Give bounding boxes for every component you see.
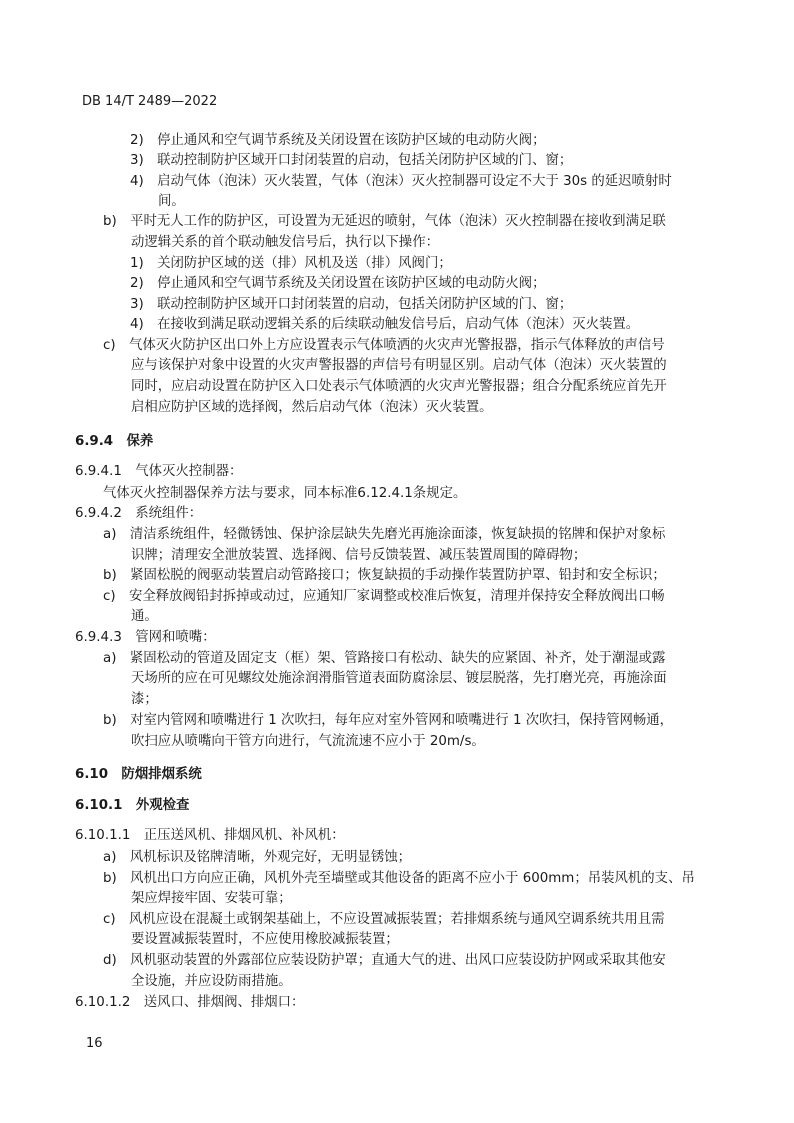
list-item: 1) 关闭防护区域的送（排）风机及送（排）风阀门； bbox=[130, 256, 452, 271]
list-item-cont: 全设施，并应设防雨措施。 bbox=[131, 974, 292, 989]
list-item-cont: 要设置减振装置时，不应使用橡胶减振装置； bbox=[131, 932, 399, 947]
list-item: a) 风机标识及铭牌清晰，外观完好，无明显锈蚀； bbox=[103, 850, 412, 865]
list-item-cont: 天场所的应在可见螺纹处施涂润滑脂管道表面防腐涂层、镀层脱落，先打磨光亮，再施涂面 bbox=[131, 671, 667, 686]
list-item: 3) 联动控制防护区域开口封闭装置的启动，包括关闭防护区域的门、窗； bbox=[130, 153, 573, 168]
subsection-heading: 6.9.4.1 气体灭火控制器： bbox=[75, 464, 243, 479]
list-item: 4) 启动气体（泡沫）灭火装置，气体（泡沫）灭火控制器可设定不大于 30s 的延迟喷射时 bbox=[130, 174, 672, 189]
section-heading: 6.9.4 保养 bbox=[75, 434, 154, 449]
doc-header: DB 14/T 2489—2022 bbox=[82, 94, 218, 109]
list-item: b) 风机出口方向应正确，风机外壳至墙壁或其他设备的距离不应小于 600mm；吊装风机的支、吊 bbox=[103, 871, 695, 886]
list-item: 2) 停止通风和空气调节系统及关闭设置在该防护区域的电动防火阀； bbox=[130, 133, 546, 148]
list-item: 3) 联动控制防护区域开口封闭装置的启动，包括关闭防护区域的门、窗； bbox=[130, 297, 573, 312]
list-item: a) 紧固松动的管道及固定支（框）架、管路接口有松动、缺失的应紧固、补齐，处于潮湿或露 bbox=[103, 651, 666, 666]
section-heading: 6.10 防烟排烟系统 bbox=[75, 767, 202, 782]
list-item-cont: 动逻辑关系的首个联动触发信号后，执行以下操作： bbox=[131, 235, 439, 250]
list-item: 2) 停止通风和空气调节系统及关闭设置在该防护区域的电动防火阀； bbox=[130, 276, 546, 291]
list-item-cont: 间。 bbox=[158, 194, 185, 209]
list-item-cont: 启相应防护区域的选择阀，然后启动气体（泡沫）灭火装置。 bbox=[131, 400, 493, 415]
list-item-cont: 漆； bbox=[131, 692, 158, 707]
list-item: c) 气体灭火防护区出口外上方应设置表示气体喷洒的火灾声光警报器，指示气体释放的声信号 bbox=[103, 338, 665, 353]
subsection-heading: 6.9.4.2 系统组件： bbox=[75, 506, 203, 521]
list-item: a) 清洁系统组件，轻微锈蚀、保护涂层缺失先磨光再施涂面漆，恢复缺损的铭牌和保护对象标 bbox=[103, 527, 666, 542]
list-item-cont: 同时，应启动设置在防护区入口处表示气体喷洒的火灾声光警报器；组合分配系统应首先开 bbox=[131, 379, 667, 394]
list-item-cont: 吹扫应从喷嘴向干管方向进行，气流流速不应小于 20m/s。 bbox=[131, 734, 485, 749]
paragraph: 气体灭火控制器保养方法与要求，同本标准6.12.4.1条规定。 bbox=[103, 486, 467, 501]
list-item-cont: 通。 bbox=[131, 609, 158, 624]
list-item: d) 风机驱动装置的外露部位应装设防护罩；直通大气的进、出风口应装设防护网或采取其他安 bbox=[103, 953, 666, 968]
list-item-cont: 架应焊接牢固、安装可靠； bbox=[131, 891, 292, 906]
subsection-heading: 6.10.1.1 正压送风机、排烟风机、补风机： bbox=[75, 828, 345, 843]
list-item: 4) 在接收到满足联动逻辑关系的后续联动触发信号后，启动气体（泡沫）灭火装置。 bbox=[130, 317, 640, 332]
subsection-heading: 6.9.4.3 管网和喷嘴： bbox=[75, 630, 216, 645]
page-number: 16 bbox=[86, 1036, 103, 1051]
list-item: c) 风机应设在混凝土或钢架基础上，不应设置减振装置；若排烟系统与通风空调系统共用且需 bbox=[103, 912, 665, 927]
list-item: b) 对室内管网和喷嘴进行 1 次吹扫，每年应对室外管网和喷嘴进行 1 次吹扫，保持管网畅通， bbox=[103, 713, 674, 728]
list-item: b) 紧固松脱的阀驱动装置启动管路接口；恢复缺损的手动操作装置防护罩、铅封和安全标识； bbox=[103, 568, 666, 583]
list-item-cont: 应与该保护对象中设置的火灾声警报器的声信号有明显区别。启动气体（泡沫）灭火装置的 bbox=[131, 358, 667, 373]
list-item: c) 安全释放阀铅封拆掉或动过，应通知厂家调整或校准后恢复，清理并保持安全释放阀出口畅 bbox=[103, 589, 665, 604]
subsection-heading: 6.10.1.2 送风口、排烟阀、排烟口： bbox=[75, 995, 305, 1010]
section-heading: 6.10.1 外观检查 bbox=[75, 798, 190, 813]
list-item-cont: 识牌；清理安全泄放装置、选择阀、信号反馈装置、减压装置周围的障碍物； bbox=[131, 548, 587, 563]
list-item: b) 平时无人工作的防护区，可设置为无延迟的喷射，气体（泡沫）灭火控制器在接收到满足联 bbox=[103, 214, 666, 229]
